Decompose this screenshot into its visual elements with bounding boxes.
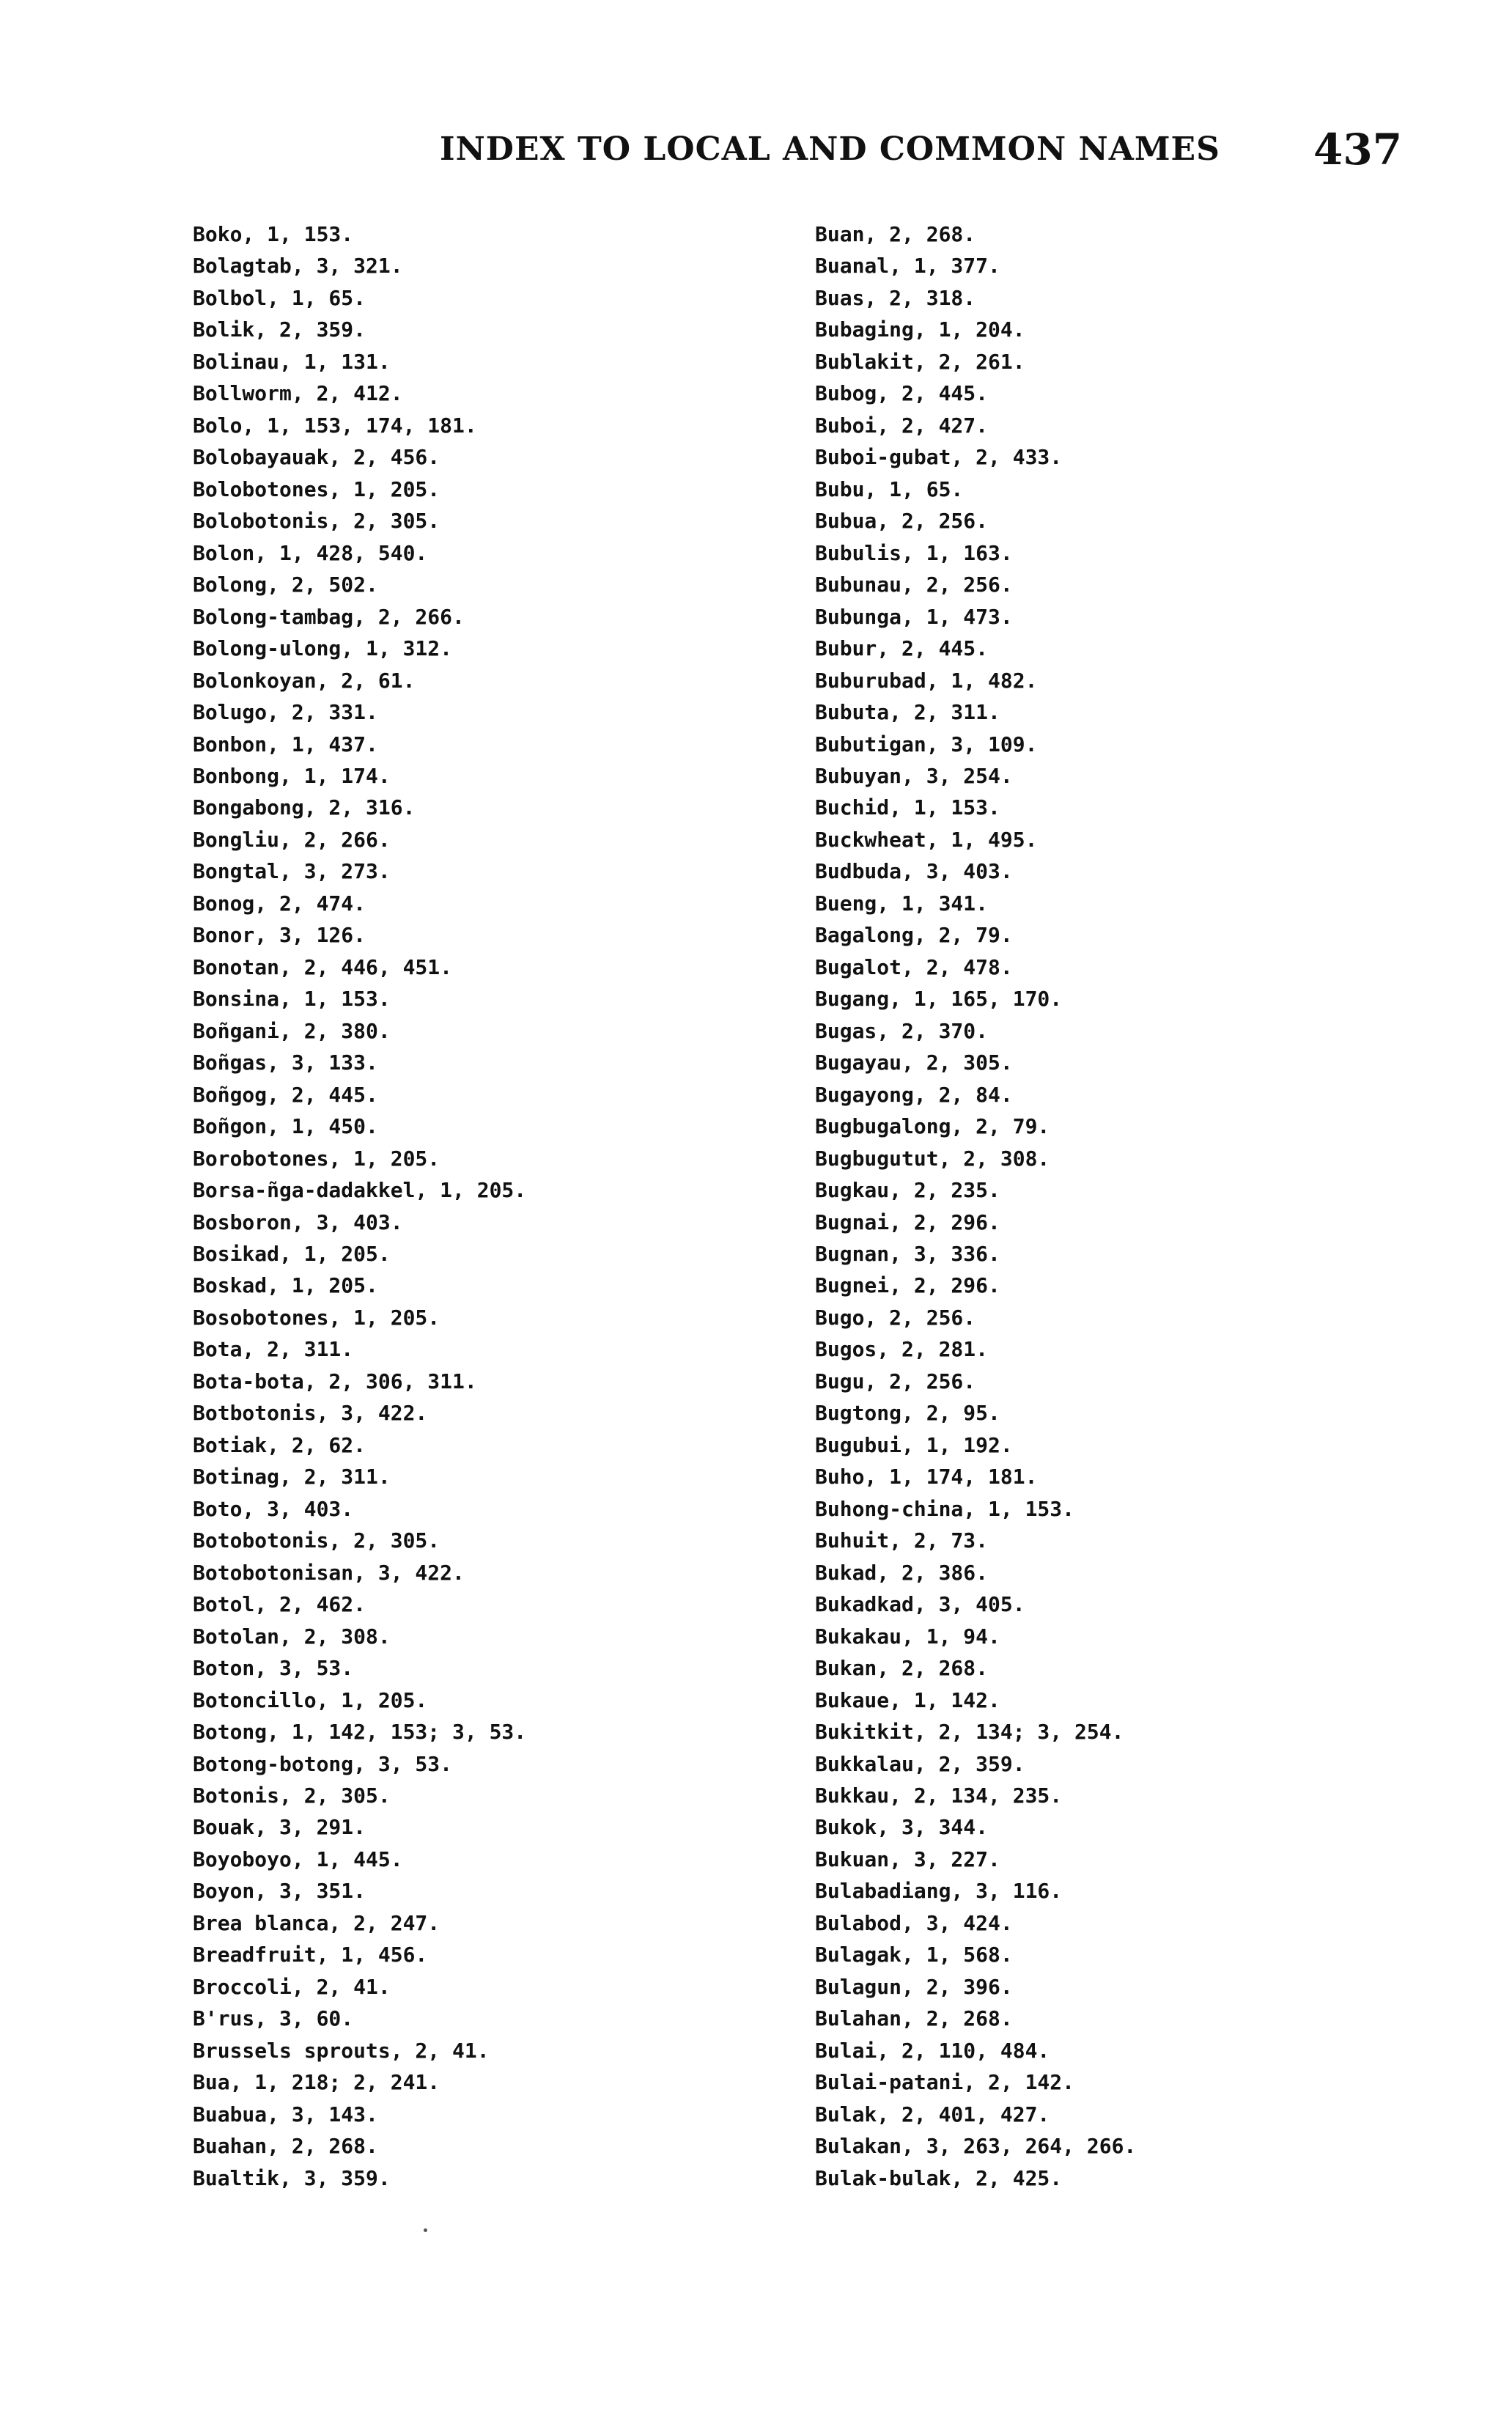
index-entry: Bongliu, 2, 266. [193,827,391,852]
index-entry: Bubaging, 1, 204. [815,317,1025,342]
index-entry: Bonbon, 1, 437. [193,732,378,756]
index-entry: Buho, 1, 174, 181. [815,1465,1038,1490]
index-entry: Buabua, 3, 143. [193,2102,378,2127]
stray-ink-mark [424,2228,427,2232]
index-entry: Bubutigan, 3, 109. [815,732,1038,756]
index-entry: Bongtal, 3, 273. [193,859,391,884]
index-entry: Buboi, 2, 427. [815,413,989,438]
index-entry: Boyoboyo, 1, 445. [193,1847,403,1871]
index-entry: Bolik, 2, 359. [193,317,366,342]
index-entry: Bulagak, 1, 568. [815,1943,1013,1967]
index-column-right [815,218,1136,2194]
index-entry: Bugo, 2, 256. [815,1305,976,1330]
index-entry: Bolo, 1, 153, 174, 181. [193,413,477,438]
index-entry: Botonis, 2, 305. [193,1783,391,1808]
index-entry: Bolagtab, 3, 321. [193,254,403,279]
index-entry: Bugbugutut, 2, 308. [815,1146,1050,1171]
index-entry: Bulak-bulak, 2, 425. [815,2165,1063,2190]
index-entry: Bouak, 3, 291. [193,1815,366,1840]
index-entry: Botolan, 2, 308. [193,1624,391,1649]
index-entry: Boto, 3, 403. [193,1496,354,1521]
index-entry: Boton, 3, 53. [193,1656,354,1681]
index-entry: Bolbol, 1, 65. [193,285,366,310]
index-entry: Botoncillo, 1, 205. [193,1687,428,1712]
index-entry: Bolinau, 1, 131. [193,349,391,374]
index-entry: Bulakan, 3, 263, 264, 266. [815,2134,1137,2159]
index-entry: Bubog, 2, 445. [815,381,989,406]
index-entry: Bugnei, 2, 296. [815,1273,1000,1298]
index-entry: Buchid, 1, 153. [815,795,1000,820]
index-entry: Bota-bota, 2, 306, 311. [193,1369,477,1393]
index-entry: Budbuda, 3, 403. [815,859,1013,884]
index-entry: Buburubad, 1, 482. [815,668,1038,693]
index-entry: Bolobayauak, 2, 456. [193,445,440,470]
index-entry: Bagalong, 2, 79. [815,923,1013,948]
index-entry: Bulak, 2, 401, 427. [815,2102,1050,2127]
index-entry: Bosikad, 1, 205. [193,1242,391,1266]
index-entry: Bosboron, 3, 403. [193,1210,403,1234]
index-entry: Bolong-tambag, 2, 266. [193,604,465,629]
index-entry: Bukaue, 1, 142. [815,1687,1000,1712]
index-entry: Bollworm, 2, 412. [193,381,403,406]
index-entry: Buhong-china, 1, 153. [815,1496,1075,1521]
index-entry: Bublakit, 2, 261. [815,349,1025,374]
index-entry: Bubuyan, 3, 254. [815,763,1013,788]
index-entry: Bua, 1, 218; 2, 241. [193,2070,440,2095]
index-entry: Bugayong, 2, 84. [815,1082,1013,1107]
index-entry: Bugos, 2, 281. [815,1337,989,1362]
index-entry: Brussels sprouts, 2, 41. [193,2038,490,2063]
index-entry: Bulabadiang, 3, 116. [815,1879,1063,1904]
index-entry: Bonog, 2, 474. [193,891,366,916]
index-entry: Bugnan, 3, 336. [815,1242,1000,1266]
index-entry: Buboi-gubat, 2, 433. [815,445,1063,470]
index-entry: Boñgani, 2, 380. [193,1018,391,1043]
index-entry: Borobotones, 1, 205. [193,1146,440,1171]
index-entry: Boñgas, 3, 133. [193,1050,378,1075]
index-entry: Bugkau, 2, 235. [815,1178,1000,1203]
index-entry: Bolonkoyan, 2, 61. [193,668,416,693]
index-entry: Buckwheat, 1, 495. [815,827,1038,852]
index-entry: Bubu, 1, 65. [815,476,964,501]
index-entry: Bolobotones, 1, 205. [193,476,440,501]
index-entry: Bugang, 1, 165, 170. [815,987,1063,1012]
index-entry: Bota, 2, 311. [193,1337,354,1362]
index-entry: Botbotonis, 3, 422. [193,1401,428,1426]
index-entry: Breadfruit, 1, 456. [193,1943,428,1967]
index-entry: Bonor, 3, 126. [193,923,366,948]
index-entry: Bueng, 1, 341. [815,891,989,916]
index-entry: B'rus, 3, 60. [193,2006,354,2031]
index-entry: Bugayau, 2, 305. [815,1050,1013,1075]
index-entry: Bugu, 2, 256. [815,1369,976,1393]
index-entry: Bukadkad, 3, 405. [815,1592,1025,1617]
index-entry: Bukitkit, 2, 134; 3, 254. [815,1720,1124,1745]
index-column-left [193,218,526,2194]
index-entry: Bongabong, 2, 316. [193,795,416,820]
index-entry: Botobotonis, 2, 305. [193,1528,440,1553]
index-entry: Bonotan, 2, 446, 451. [193,954,453,979]
index-entry: Bukad, 2, 386. [815,1560,989,1585]
index-entry: Bugtong, 2, 95. [815,1401,1000,1426]
index-entry: Bolugo, 2, 331. [193,700,378,725]
index-entry: Bolong, 2, 502. [193,572,378,597]
index-entry: Bugubui, 1, 192. [815,1432,1013,1457]
index-entry: Boñgon, 1, 450. [193,1114,378,1139]
index-entry: Boyon, 3, 351. [193,1879,366,1904]
index-entry: Bolon, 1, 428, 540. [193,540,428,565]
index-entry: Bulahan, 2, 268. [815,2006,1013,2031]
index-entry: Bubulis, 1, 163. [815,540,1013,565]
index-entry: Botol, 2, 462. [193,1592,366,1617]
index-entry: Borsa-ñga-dadakkel, 1, 205. [193,1178,527,1203]
index-entry: Bugas, 2, 370. [815,1018,989,1043]
index-entry: Botong, 1, 142, 153; 3, 53. [193,1720,527,1745]
index-entry: Bonbong, 1, 174. [193,763,391,788]
index-entry: Bukok, 3, 344. [815,1815,989,1840]
index-entry: Buanal, 1, 377. [815,254,1000,279]
index-entry: Bubuta, 2, 311. [815,700,1000,725]
index-entry: Buas, 2, 318. [815,285,976,310]
index-entry: Bosobotones, 1, 205. [193,1305,440,1330]
index-entry: Bulabod, 3, 424. [815,1910,1013,1935]
index-entry: Broccoli, 2, 41. [193,1974,391,1999]
index-entry: Brea blanca, 2, 247. [193,1910,440,1935]
page-number: 437 [1313,125,1403,174]
index-entry: Bulagun, 2, 396. [815,1974,1013,1999]
index-entry: Bubunau, 2, 256. [815,572,1013,597]
index-entry: Bukuan, 3, 227. [815,1847,1000,1871]
index-entry: Buahan, 2, 268. [193,2134,378,2159]
index-entry: Bugbugalong, 2, 79. [815,1114,1050,1139]
index-entry: Botong-botong, 3, 53. [193,1751,453,1776]
index-entry: Bukakau, 1, 94. [815,1624,1000,1649]
index-entry: Bulai, 2, 110, 484. [815,2038,1050,2063]
index-entry: Bukan, 2, 268. [815,1656,989,1681]
index-entry: Bubua, 2, 256. [815,509,989,534]
index-entry: Botobotonisan, 3, 422. [193,1560,465,1585]
index-entry: Bolong-ulong, 1, 312. [193,636,453,661]
index-entry: Bolobotonis, 2, 305. [193,509,440,534]
index-entry: Bubunga, 1, 473. [815,604,1013,629]
index-entry: Bulai-patani, 2, 142. [815,2070,1075,2095]
index-entry: Buan, 2, 268. [815,222,976,246]
index-entry: Boko, 1, 153. [193,222,354,246]
index-entry: Botiak, 2, 62. [193,1432,366,1457]
index-entry: Bukkalau, 2, 359. [815,1751,1025,1776]
index-entry: Bugalot, 2, 478. [815,954,1013,979]
index-entry: Bukkau, 2, 134, 235. [815,1783,1063,1808]
index-entry: Botinag, 2, 311. [193,1465,391,1490]
index-entry: Buhuit, 2, 73. [815,1528,989,1553]
index-entry: Bualtik, 3, 359. [193,2165,391,2190]
index-entry: Boñgog, 2, 445. [193,1082,378,1107]
running-head: INDEX TO LOCAL AND COMMON NAMES [440,130,1220,168]
index-entry: Bugnai, 2, 296. [815,1210,1000,1234]
index-entry: Bubur, 2, 445. [815,636,989,661]
index-entry: Bonsina, 1, 153. [193,987,391,1012]
index-entry: Boskad, 1, 205. [193,1273,378,1298]
